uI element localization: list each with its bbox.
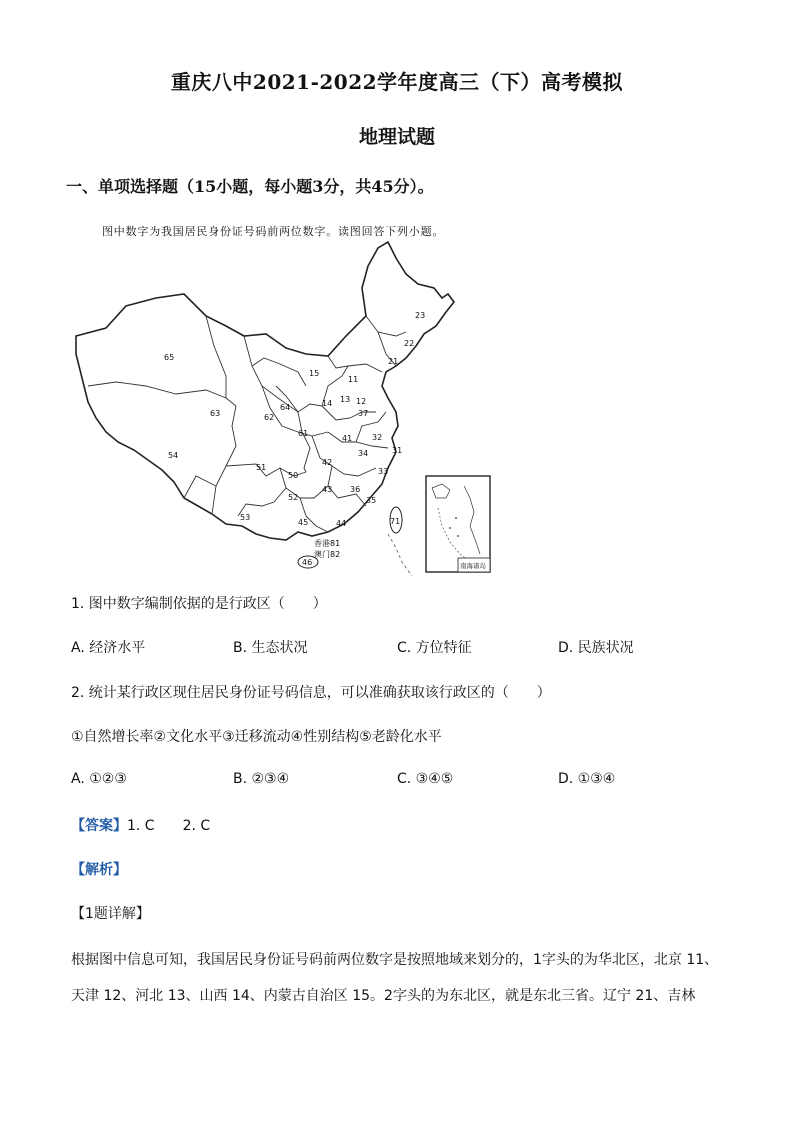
code-label: 45 <box>298 518 309 527</box>
section-heading: 一、单项选择题（15小题，每小题3分，共45分）。 <box>66 177 434 196</box>
code-label: 52 <box>288 493 299 502</box>
code-label: 63 <box>210 409 221 418</box>
province-boundaries <box>88 316 406 532</box>
china-map-figure <box>66 236 506 586</box>
q1-option-b: B. 生态状况 <box>233 640 308 656</box>
code-label: 64 <box>280 403 291 412</box>
map-caption: 图中数字为我国居民身份证号码前两位数字。读图回答下列小题。 <box>102 225 445 238</box>
q2-option-a: A. ①②③ <box>71 771 127 787</box>
code-label: 15 <box>309 369 320 378</box>
answer-line <box>71 815 210 835</box>
code-label: 62 <box>264 413 275 422</box>
code-label: 14 <box>322 399 333 408</box>
code-label: 31 <box>392 446 403 455</box>
code-label: 53 <box>240 513 251 522</box>
question-1: 1. 图中数字编制依据的是行政区（ ） <box>71 596 327 612</box>
question-2: 2. 统计某行政区现住居民身份证号码信息，可以准确获取该行政区的（ ） <box>71 685 551 701</box>
q2-option-d: D. ①③④ <box>558 771 616 787</box>
code-label: 23 <box>415 311 426 320</box>
paragraph-line-1: 根据图中信息可知，我国居民身份证号码前两位数字是按照地域来划分的，1字头的为华北区，北京 11、 <box>71 952 719 968</box>
code-label: 12 <box>356 397 367 406</box>
code-label: 44 <box>336 519 347 528</box>
code-label: 33 <box>378 467 389 476</box>
detail-label: 【1题详解】 <box>71 906 150 922</box>
code-label: 71 <box>390 517 401 526</box>
code-label: 54 <box>168 451 179 460</box>
south-china-sea-inset <box>426 476 490 572</box>
q1-option-d: D. 民族状况 <box>558 640 634 656</box>
code-label: 37 <box>358 409 369 418</box>
code-label: 35 <box>366 496 377 505</box>
code-label: 65 <box>164 353 175 362</box>
code-label: 11 <box>348 375 359 384</box>
code-label: 34 <box>358 449 369 458</box>
paragraph-line-2: 天津 12、河北 13、山西 14、内蒙古自治区 15。2字头的为东北区，就是东北三省。辽宁 21、吉林 <box>71 988 696 1004</box>
code-label: 51 <box>256 463 267 472</box>
page-subtitle: 地理试题 <box>358 126 435 148</box>
code-label: 41 <box>342 434 353 443</box>
mo-label: 澳门82 <box>314 550 341 559</box>
code-label: 42 <box>322 458 333 467</box>
code-label: 50 <box>288 471 299 480</box>
q1-option-c: C. 方位特征 <box>397 640 472 656</box>
code-label: 32 <box>372 433 383 442</box>
question-2-items: ①自然增长率②文化水平③迁移流动④性别结构⑤老龄化水平 <box>71 729 442 745</box>
code-label: 21 <box>388 357 399 366</box>
code-label: 13 <box>340 395 351 404</box>
q2-option-c: C. ③④⑤ <box>397 771 454 787</box>
analysis-label: 【解析】 <box>71 862 127 878</box>
code-label: 46 <box>302 558 313 567</box>
page-title: 重庆八中2021-2022学年度高三（下）高考模拟 <box>170 70 624 94</box>
answer-values: 1. C 2. C <box>127 818 211 834</box>
hk-label: 香港81 <box>314 539 341 548</box>
q2-option-b: B. ②③④ <box>233 771 290 787</box>
answer-label: 【答案】 <box>71 818 127 834</box>
code-label: 61 <box>298 429 309 438</box>
code-label: 36 <box>350 485 361 494</box>
q1-option-a: A. 经济水平 <box>71 640 146 656</box>
china-outline <box>76 242 454 540</box>
explanation-paragraph <box>71 942 725 1014</box>
code-label: 22 <box>404 339 415 348</box>
maritime-boundary <box>388 534 412 576</box>
code-label: 43 <box>322 485 333 494</box>
inset-label: 南海诸岛 <box>460 562 486 570</box>
